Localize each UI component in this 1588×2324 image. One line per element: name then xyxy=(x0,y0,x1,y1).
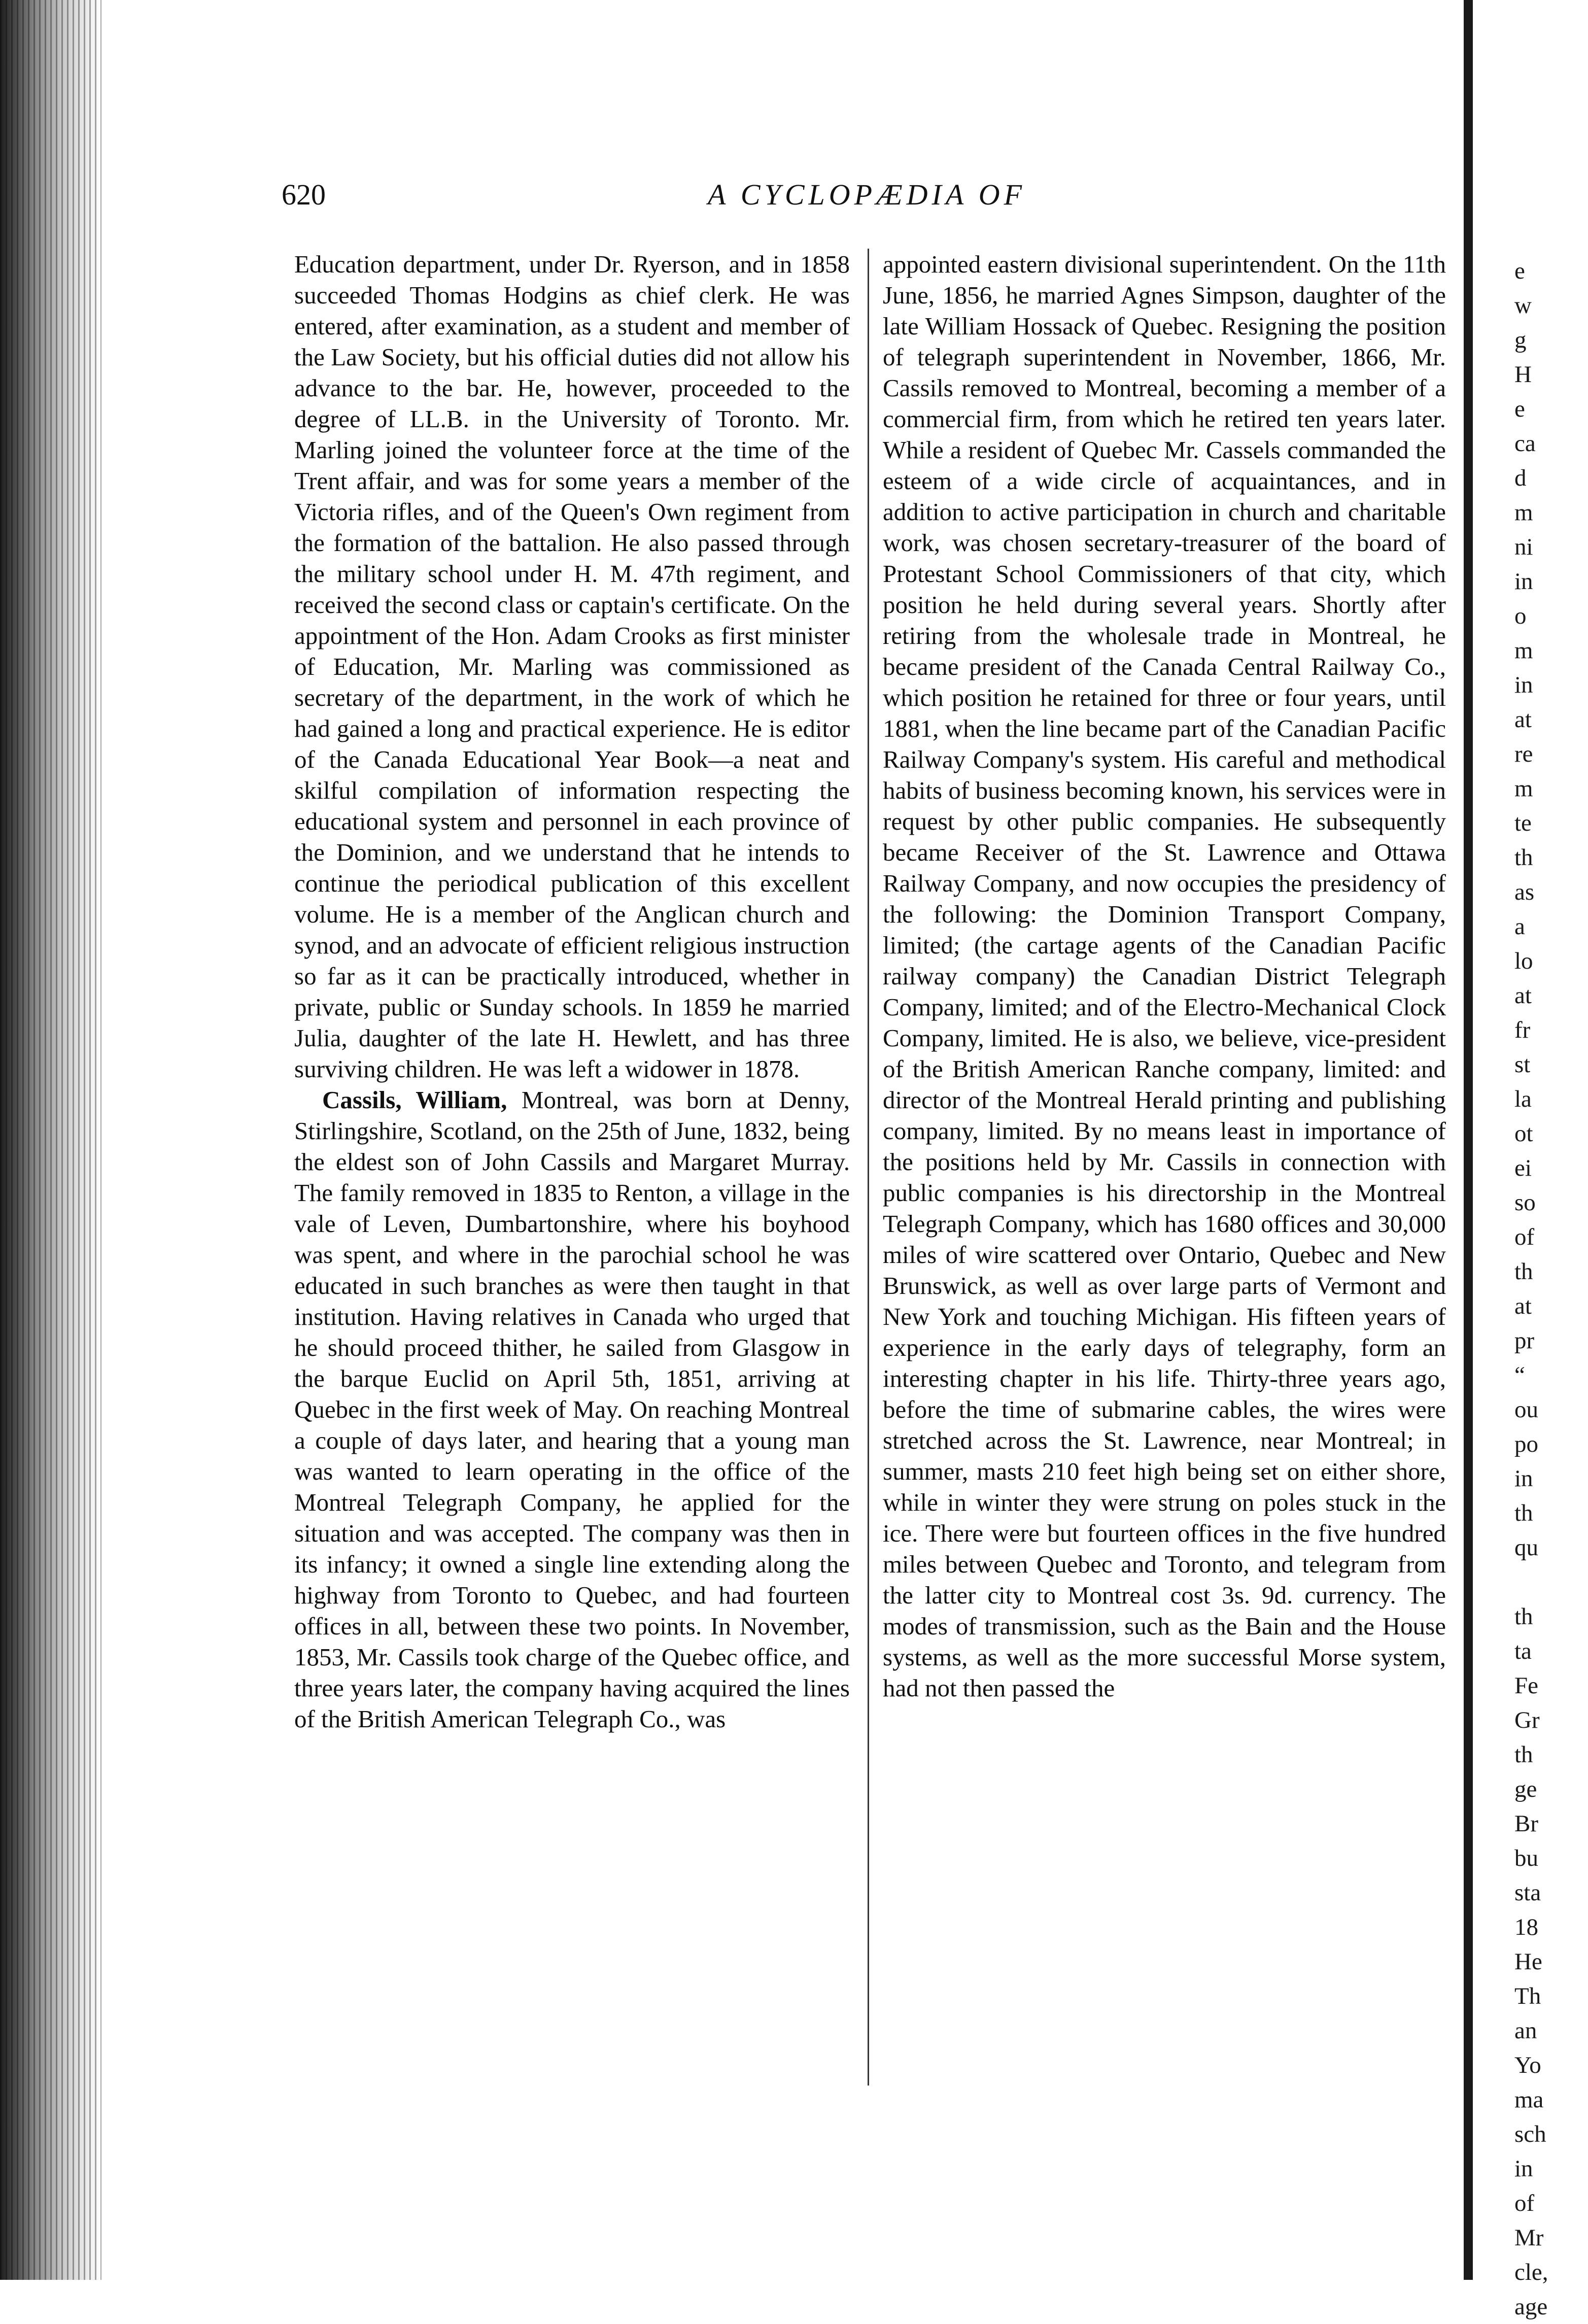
page-fold-shadow xyxy=(1464,0,1473,2280)
page-header xyxy=(282,178,1448,218)
scan-binding-edge xyxy=(0,0,101,2280)
cassils-text: Montreal, was born at Denny, Stirlingshire, Scotland, on the 25th of June, 1832, being the eldest son of John Cassils and Margaret Murray. The family removed in 1835 to Renton, a village in the vale of Leven, Dumbartonshire, where his boyhood was spent, and where in the parochial school he was educated in such branches as were then taught in that institution. Having relatives in Canada who urged that he should proceed thither, he sailed from Glasgow in the barque Euclid on April 5th, 1851, arriving at Quebec in the first week of May. On reaching Montreal a couple of days later, and hearing that a young man was wanted to learn operating in the office of the Montreal Telegraph Company, he applied for the situation and was accepted. The company was then in its infancy; it owned a single line extending along the highway from Toronto to Quebec, and had fourteen offices in all, between these two points. In November, 1853, Mr. Cassils took charge of the Quebec office, and three years later, the company having acquired the lines of the British American Telegraph Co., was xyxy=(294,1086,850,1733)
right-column xyxy=(883,249,1446,2106)
left-column xyxy=(294,249,850,2106)
adjacent-page-text: e w g H e ca d m ni in o m in at re m te th as a lo at fr st la ot ei so of th at pr “ ou po in th qu th ta Fe Gr th ge Br bu sta 18 He Th an Yo ma sch in of Mr cle, age xyxy=(1514,258,1548,2320)
cassils-paragraph xyxy=(294,1084,850,1734)
column-divider xyxy=(868,249,869,2086)
adjacent-page-strip xyxy=(1473,0,1588,2320)
marling-paragraph: Education department, under Dr. Ryerson, and in 1858 succeeded Thomas Hodgins as chief clerk. He was entered, after examination, as a student and member of the Law Society, but his official duties did not allow his advance to the bar. He, however, proceeded to the degree of LL.B. in the University of Toronto. Mr. Marling joined the volunteer force at the time of the Trent affair, and was for some years a member of the Victoria rifles, and of the Queen's Own regiment from the formation of the battalion. He also passed through the military school under H. M. 47th regiment, and received the second class or captain's certificate. On the appointment of the Hon. Adam Crooks as first minister of Education, Mr. Marling was commissioned as secretary of the department, in the work of which he had gained a long and practical experience. He is editor of the Canada Educational Year Book—a neat and skilful compilation of information respecting the educational system and personnel in each province of the Dominion, and we understand that he intends to continue the periodical publication of this excellent volume. He is a member of the Anglican church and synod, and an advocate of efficient religious instruction so far as it can be practically introduced, whether in private, public or Sunday schools. In 1859 he married Julia, daughter of the late H. Hewlett, and has three surviving children. He was left a widower in 1878. xyxy=(294,250,850,1083)
running-title: A CYCLOPÆDIA OF xyxy=(708,178,1026,211)
page-number: 620 xyxy=(282,178,326,211)
bio-name: Cassils, William, xyxy=(322,1086,507,1114)
cassils-continued-paragraph: appointed eastern divisional superintendent. On the 11th June, 1856, he married Agnes Simpson, daughter of the late William Hossack of Quebec. Resigning the position of telegraph superintendent in November, 1866, Mr. Cassils removed to Montreal, becoming a member of a commercial firm, from which he retired ten years later. While a resident of Quebec Mr. Cassels commanded the esteem of a wide circle of acquaintances, and in addition to active participation in church and charitable work, was chosen secretary-treasurer of the board of Protestant School Commissioners of that city, which position he held during several years. Shortly after retiring from the wholesale trade in Montreal, he became president of the Canada Central Railway Co., which position he retained for three or four years, until 1881, when the line became part of the Canadian Pacific Railway Company's system. His careful and methodical habits of business becoming known, his services were in request by other public companies. He subsequently became Receiver of the St. Lawrence and Ottawa Railway Company, and now occupies the presidency of the following: the Dominion Transport Company, limited; (the cartage agents of the Canadian Pacific railway company) the Canadian District Telegraph Company, limited; and of the Electro-Mechanical Clock Company, limited. He is also, we believe, vice-president of the British American Ranche company, limited: and director of the Montreal Herald printing and publishing company, limited. By no means least in importance of the positions held by Mr. Cassils in connection with public companies is his directorship in the Montreal Telegraph Company, which has 1680 offices and 30,000 miles of wire scattered over Ontario, Quebec and New Brunswick, as well as over large parts of Vermont and New York and touching Michigan. His fifteen years of experience in the early days of telegraphy, form an interesting chapter in his life. Thirty-three years ago, before the time of submarine cables, the wires were stretched across the St. Lawrence, near Montreal; in summer, masts 210 feet high being set on either shore, while in winter they were strung on poles stuck in the ice. There were but fourteen offices in the five hundred miles between Quebec and Toronto, and telegram from the latter city to Montreal cost 3s. 9d. currency. The modes of transmission, such as the Bain and the House systems, as well as the more successful Morse system, had not then passed the xyxy=(883,250,1446,1702)
